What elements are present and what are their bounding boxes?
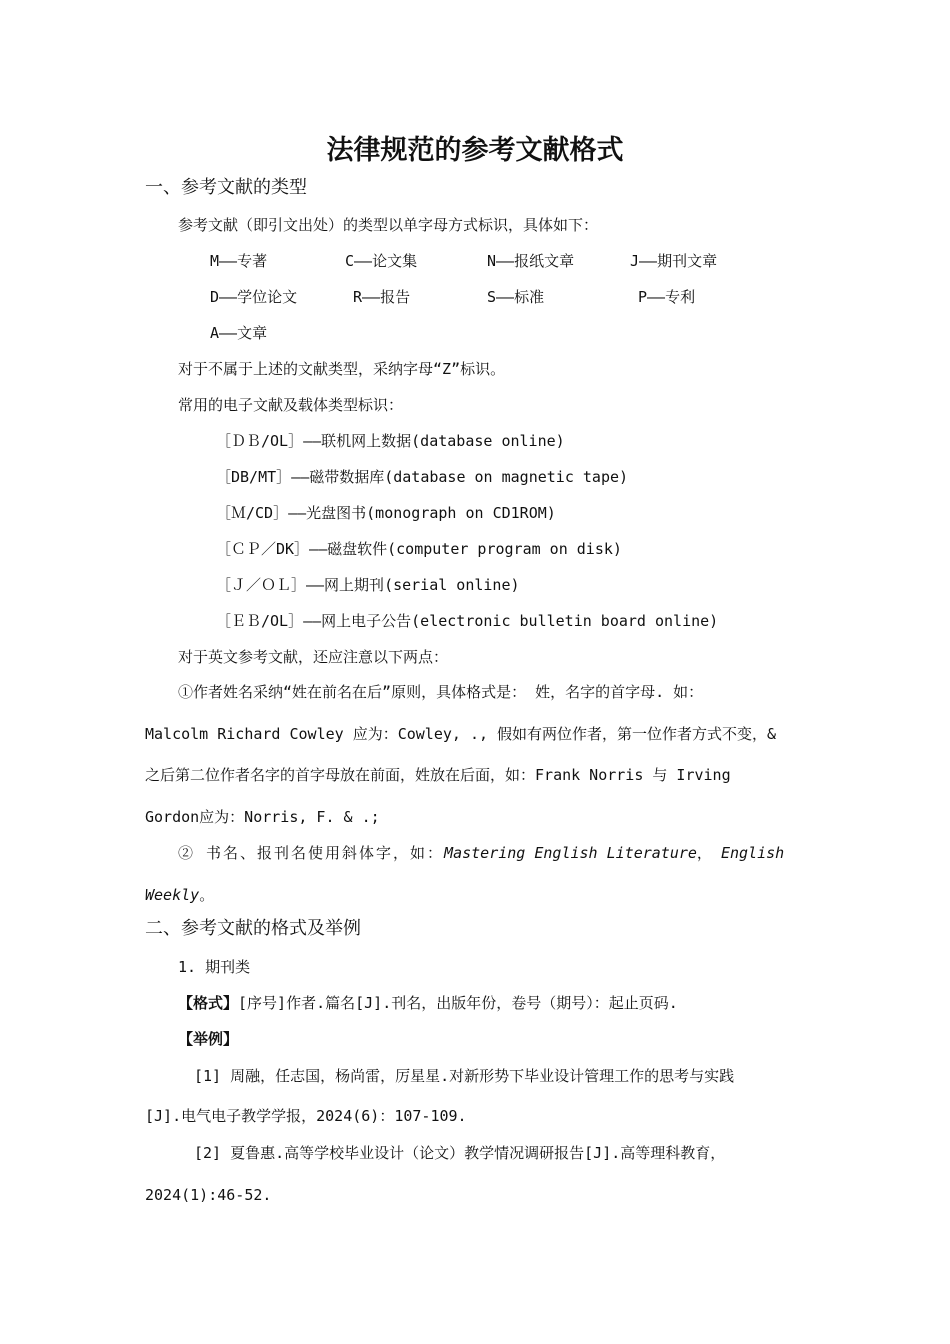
paragraph-line bbox=[145, 885, 214, 905]
type-item: D——学位论文 bbox=[210, 288, 298, 306]
paragraph: 对于不属于上述的文献类型，采纳字母“Z”标识。 bbox=[178, 360, 506, 378]
reference-line: [1] 周融，任志国，杨尚雷，厉星星.对新形势下毕业设计管理工作的思考与实践 bbox=[194, 1067, 735, 1085]
format-line bbox=[178, 993, 678, 1013]
paragraph-line: 之后第二位作者名字的首字母放在前面，姓放在后面，如：Frank Norris 与 Irving bbox=[145, 766, 731, 784]
separator: ， bbox=[696, 844, 712, 862]
electronic-type-item: ［Ｍ/CD］——光盘图书(monograph on CD1ROM) bbox=[216, 504, 556, 522]
electronic-type-item: ［Ｊ／ＯＬ］——网上期刊(serial online) bbox=[216, 576, 520, 594]
italic-title: Mastering English Literature bbox=[444, 844, 697, 862]
end-mark: 。 bbox=[199, 886, 215, 904]
subheading: 1. 期刊类 bbox=[178, 958, 251, 976]
example-label: 【举例】 bbox=[178, 1030, 239, 1048]
electronic-type-item: ［ＤＢ/OL］——联机网上数据(database online) bbox=[216, 432, 565, 450]
type-item: C——论文集 bbox=[345, 252, 418, 270]
type-item: R——报告 bbox=[353, 288, 411, 306]
section-heading: 一、参考文献的类型 bbox=[145, 177, 307, 198]
format-label: 【格式】 bbox=[178, 994, 239, 1012]
page-title: 法律规范的参考文献格式 bbox=[326, 135, 624, 166]
paragraph: 常用的电子文献及载体类型标识： bbox=[178, 396, 404, 414]
reference-line: [2] 夏鲁惠.高等学校毕业设计（论文）教学情况调研报告[J].高等理科教育， bbox=[194, 1144, 726, 1162]
italic-title: English bbox=[720, 844, 785, 862]
reference-line: [J].电气电子教学学报，2024(6)：107-109. bbox=[145, 1107, 467, 1125]
type-item: J——期刊文章 bbox=[630, 252, 718, 270]
paragraph-line bbox=[178, 843, 784, 863]
format-text: [序号]作者.篇名[J].刊名，出版年份，卷号（期号）：起止页码. bbox=[238, 994, 678, 1012]
type-item: N——报纸文章 bbox=[487, 252, 575, 270]
paragraph-line: ①作者姓名采纳“姓在前名在后”原则，具体格式是： 姓，名字的首字母. 如： bbox=[178, 683, 704, 701]
reference-line: 2024(1):46-52. bbox=[145, 1186, 272, 1204]
type-item: S——标准 bbox=[487, 288, 545, 306]
point2-prefix: ② 书名、报刊名使用斜体字，如： bbox=[178, 844, 445, 862]
electronic-type-item: ［DB/MT］——磁带数据库(database on magnetic tape) bbox=[216, 468, 629, 486]
paragraph: 参考文献（即引文出处）的类型以单字母方式标识，具体如下： bbox=[178, 216, 599, 234]
italic-title: Weekly bbox=[145, 886, 200, 904]
electronic-type-item: ［ＣＰ／DK］——磁盘软件(computer program on disk) bbox=[216, 540, 622, 558]
electronic-type-item: ［ＥＢ/OL］——网上电子公告(electronic bulletin board online) bbox=[216, 612, 719, 630]
paragraph-line: Malcolm Richard Cowley 应为：Cowley, ., 假如有两位作者，第一位作者方式不变，& bbox=[145, 725, 777, 743]
type-item: P——专利 bbox=[638, 288, 696, 306]
type-item: M——专著 bbox=[210, 252, 268, 270]
type-item: A——文章 bbox=[210, 324, 268, 342]
paragraph: 对于英文参考文献，还应注意以下两点： bbox=[178, 648, 449, 666]
paragraph-line: Gordon应为：Norris, F. & .; bbox=[145, 808, 380, 826]
section-heading: 二、参考文献的格式及举例 bbox=[145, 918, 361, 939]
